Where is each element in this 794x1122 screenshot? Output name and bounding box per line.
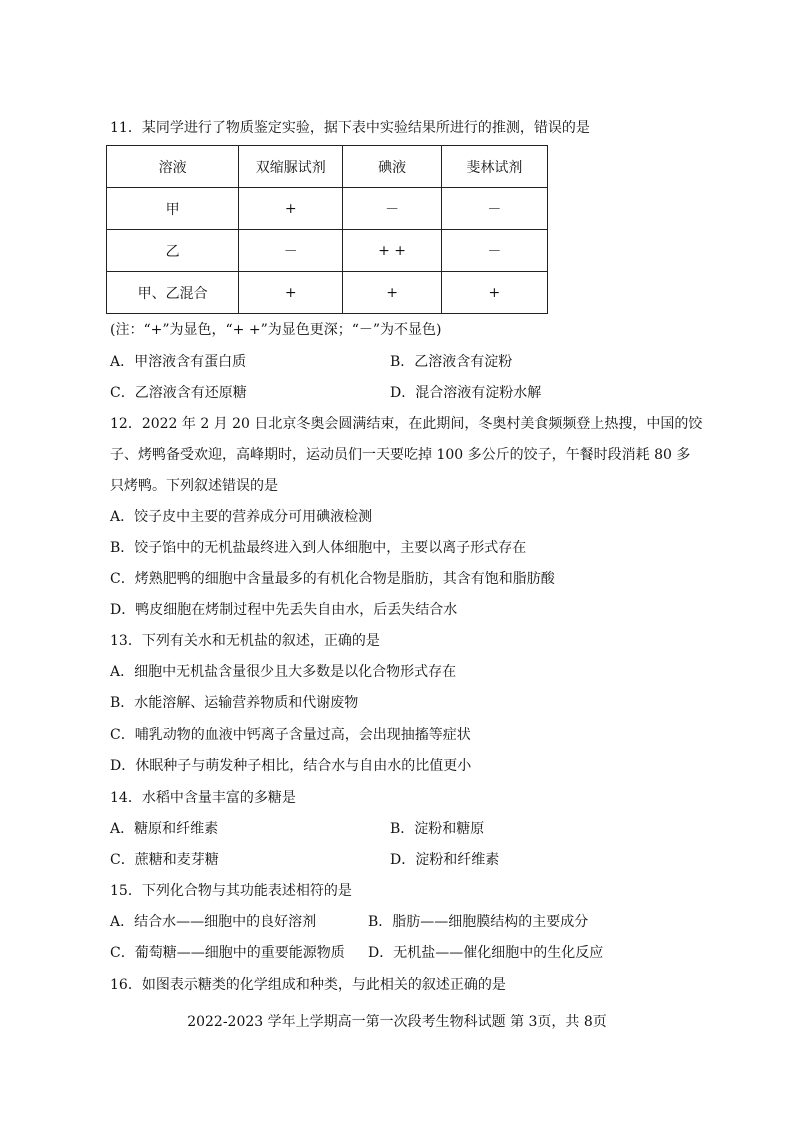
table-header-row (107, 146, 548, 188)
table-cell: 甲、乙混合 (107, 272, 239, 314)
q15-option-a: A．结合水——细胞中的良好溶剂 (110, 914, 317, 930)
table-cell: + (343, 272, 441, 314)
q13-stem: 13．下列有关水和无机盐的叙述，正确的是 (110, 633, 380, 649)
q11-note: (注：“+”为显色，“+ +”为显色更深；“－”为不显色) (110, 322, 442, 338)
q11-stem: 11．某同学进行了物质鉴定实验，据下表中实验结果所进行的推测，错误的是 (110, 120, 590, 136)
q14-option-d: D．淀粉和纤维素 (390, 852, 500, 868)
table-header-cell: 斐林试剂 (441, 146, 547, 188)
q15-option-b: B．脂肪——细胞膜结构的主要成分 (368, 914, 589, 930)
table-header-cell: 双缩脲试剂 (239, 146, 343, 188)
table-cell: + (239, 272, 343, 314)
q11-option-b: B．乙溶液含有淀粉 (390, 354, 513, 370)
q12-option-a: A．饺子皮中主要的营养成分可用碘液检测 (110, 509, 373, 525)
q14-option-b: B．淀粉和糖原 (390, 821, 485, 837)
q11-result-table (106, 145, 548, 314)
q11-option-c: C．乙溶液含有还原糖 (110, 385, 247, 401)
q12-option-c: C．烤熟肥鸭的细胞中含量最多的有机化合物是脂肪，其含有饱和脂肪酸 (110, 571, 555, 587)
table-cell: － (343, 188, 441, 230)
q12-option-b: B．饺子馅中的无机盐最终进入到人体细胞中，主要以离子形式存在 (110, 540, 527, 556)
table-cell: + (441, 272, 547, 314)
q15-stem: 15．下列化合物与其功能表述相符的是 (110, 883, 352, 899)
q13-option-c: C．哺乳动物的血液中钙离子含量过高，会出现抽搐等症状 (110, 727, 471, 743)
q13-option-a: A．细胞中无机盐含量很少且大多数是以化合物形式存在 (110, 664, 457, 680)
q12-stem-line2: 子、烤鸭备受欢迎，高峰期时，运动员们一天要吃掉 100 多公斤的饺子，午餐时段消耗 80 多 (110, 447, 691, 463)
q12-stem-line1: 12．2022 年 2 月 20 日北京冬奥会圆满结束，在此期间，冬奥村美食频频登上热搜，中国的饺 (110, 416, 703, 432)
table-cell: + + (343, 230, 441, 272)
table-cell: － (441, 188, 547, 230)
q14-option-c: C．蔗糖和麦芽糖 (110, 852, 219, 868)
q13-option-b: B．水能溶解、运输营养物质和代谢废物 (110, 695, 359, 711)
q14-option-a: A．糖原和纤维素 (110, 821, 219, 837)
table-header-cell: 溶液 (107, 146, 239, 188)
table-cell: + (239, 188, 343, 230)
table-cell: － (239, 230, 343, 272)
table-cell: 乙 (107, 230, 239, 272)
table-row (107, 272, 548, 314)
table-row (107, 188, 548, 230)
table-header-cell: 碘液 (343, 146, 441, 188)
q15-option-d: D．无机盐——催化细胞中的生化反应 (368, 945, 604, 961)
q14-stem: 14．水稻中含量丰富的多糖是 (110, 790, 296, 806)
q11-option-a: A．甲溶液含有蛋白质 (110, 354, 247, 370)
q16-stem: 16．如图表示糖类的化学组成和种类，与此相关的叙述正确的是 (110, 977, 506, 993)
page-footer: 2022-2023 学年上学期高一第一次段考生物科试题 第 3页，共 8页 (187, 1014, 607, 1030)
q12-option-d: D．鸭皮细胞在烤制过程中先丢失自由水，后丢失结合水 (110, 602, 458, 618)
q13-option-d: D．休眠种子与萌发种子相比，结合水与自由水的比值更小 (110, 758, 472, 774)
q12-stem-line3: 只烤鸭。下列叙述错误的是 (110, 478, 278, 494)
q11-option-d: D．混合溶液有淀粉水解 (390, 385, 542, 401)
table-row (107, 230, 548, 272)
q15-option-c: C．葡萄糖——细胞中的重要能源物质 (110, 945, 345, 961)
table-cell: － (441, 230, 547, 272)
table-cell: 甲 (107, 188, 239, 230)
